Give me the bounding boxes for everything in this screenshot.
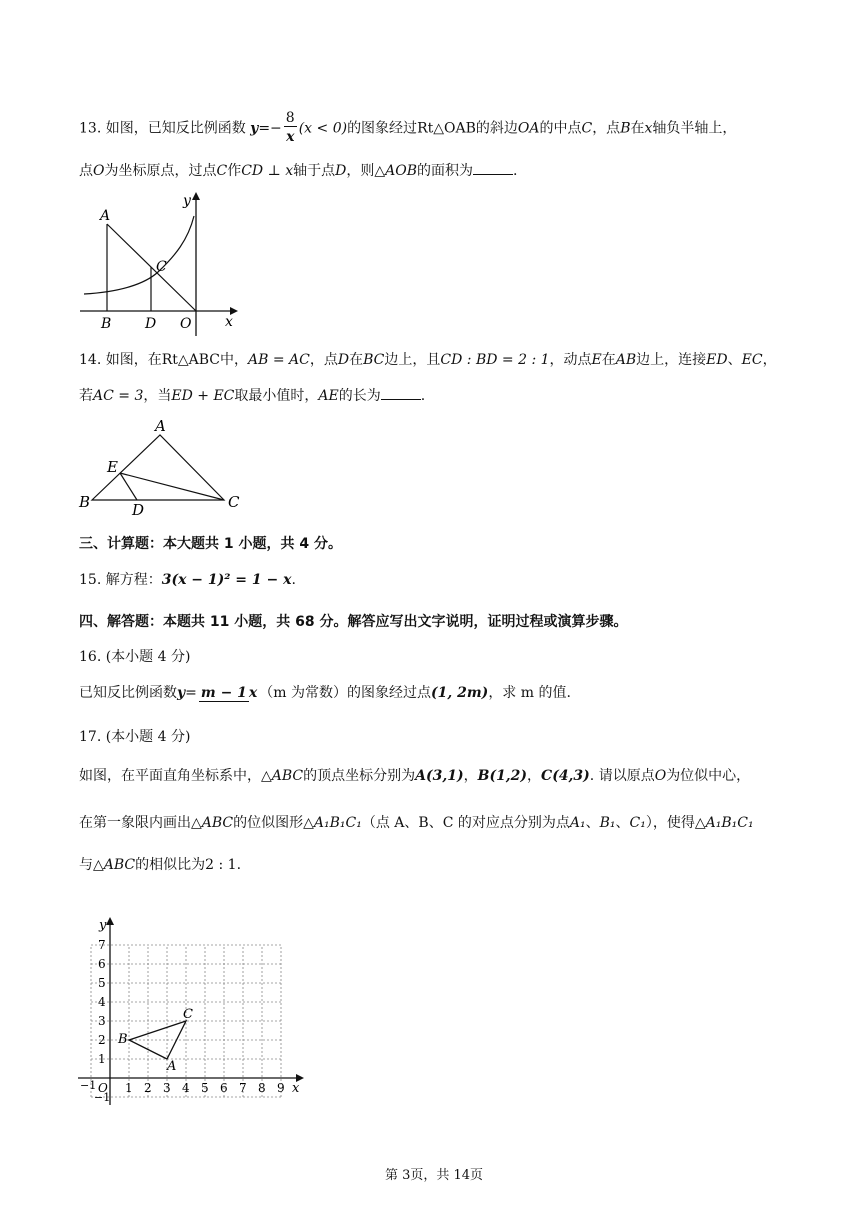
q16-header: 16. (本小题 4 分) (79, 649, 191, 665)
label-C: C (228, 493, 240, 511)
x-tick-label: 7 (239, 1081, 247, 1095)
answer-blank (381, 385, 421, 400)
q13-fraction: $\frac{8}{x}$ (285, 110, 295, 145)
page-footer: 第 3页，共 14页 (384, 1168, 484, 1183)
x-tick-label: 4 (182, 1081, 190, 1095)
label-C: C (156, 259, 167, 275)
y-tick-label: 7 (98, 938, 106, 952)
x-tick-label: 1 (125, 1081, 133, 1095)
x-tick-label: 5 (201, 1081, 209, 1095)
q14-figure (72, 415, 252, 520)
answer-blank (473, 160, 513, 175)
x-tick-label: 2 (144, 1081, 152, 1095)
label-B: B (101, 316, 112, 332)
label-E: E (107, 458, 118, 476)
x-tick-label: 6 (220, 1081, 228, 1095)
q15-line: 15. 解方程：3(x − 1)² = 1 − x. (79, 572, 296, 588)
y-axis-arrow (106, 917, 114, 925)
x-tick-label: 8 (258, 1081, 266, 1095)
y-axis-arrow (192, 192, 200, 200)
q17-line2: 在第一象限内画出△ABC的位似图形△A₁B₁C₁（点 A、B、C 的对应点分别为点A₁、B₁、C₁），使得△A₁B₁C₁ (79, 815, 754, 831)
label-D: D (145, 316, 157, 332)
point-label-C: C (183, 1007, 193, 1022)
q17-header: 17. (本小题 4 分) (79, 729, 191, 745)
y-tick-label: 1 (98, 1052, 106, 1066)
label-A: A (155, 417, 166, 435)
label-x: x (225, 314, 233, 330)
q13-line2: 点O为坐标原点，过点C作CD ⊥ x轴于点D，则△AOB的面积为 . (79, 160, 517, 181)
section-4-title: 四、解答题：本题共 11 小题，共 68 分。解答应写出文字说明，证明过程或演算步骤。 (79, 614, 628, 630)
x-tick-label: 3 (163, 1081, 171, 1095)
y-tick-label: 4 (98, 995, 106, 1009)
neg-y-label: −1 (94, 1091, 111, 1104)
x-tick-label: 9 (277, 1081, 285, 1095)
q13-line1: 13. 如图，已知反比例函数 y=− $\frac{8}{x} (x < 0)$的图象经过Rt△OAB的斜边OA的中点C，点B在x轴负半轴上， (79, 110, 737, 145)
axis-label-x: x (292, 1081, 300, 1096)
q16-fraction: m − 1 x (200, 685, 258, 701)
q13-number: 13. (79, 120, 102, 137)
section-3-title: 三、计算题：本大题共 1 小题，共 4 分。 (79, 536, 342, 552)
label-O: O (180, 316, 192, 332)
y-tick-label: 3 (98, 1014, 106, 1028)
y-tick-label: 2 (98, 1033, 106, 1047)
q14-line1: 14. 如图，在Rt△ABC中，AB = AC，点D在BC边上，且CD : BD = 2 : 1，动点E在AB边上，连接ED、EC， (79, 352, 777, 368)
label-B: B (79, 493, 91, 511)
label-y: y (183, 193, 191, 209)
label-D: D (132, 501, 145, 519)
point-label-A: A (167, 1059, 177, 1074)
y-tick-label: 5 (98, 976, 106, 990)
label-A: A (100, 208, 111, 224)
q16-line: 已知反比例函数y= m − 1 x （m 为常数）的图象经过点(1, 2m)，求 m 的值. (79, 685, 571, 701)
segment-EC (120, 473, 224, 500)
q17-line1: 如图，在平面直角坐标系中，△ABC的顶点坐标分别为A(3,1)，B(1,2)，C(4,3). 请以原点O为位似中心， (79, 768, 751, 784)
triangle-ABC (129, 1021, 186, 1059)
y-tick-label: 6 (98, 957, 106, 971)
q14-line2: 若AC = 3，当ED + EC取最小值时，AE的长为 . (79, 385, 425, 406)
q13-figure (70, 188, 250, 343)
point-label-B: B (118, 1032, 128, 1047)
neg-x-label: −1 (80, 1079, 97, 1092)
origin-label: O (98, 1081, 108, 1095)
axis-label-y: y (99, 918, 107, 933)
q17-coordinate-grid (70, 915, 310, 1115)
q17-line3: 与△ABC的相似比为2 : 1. (79, 857, 242, 873)
